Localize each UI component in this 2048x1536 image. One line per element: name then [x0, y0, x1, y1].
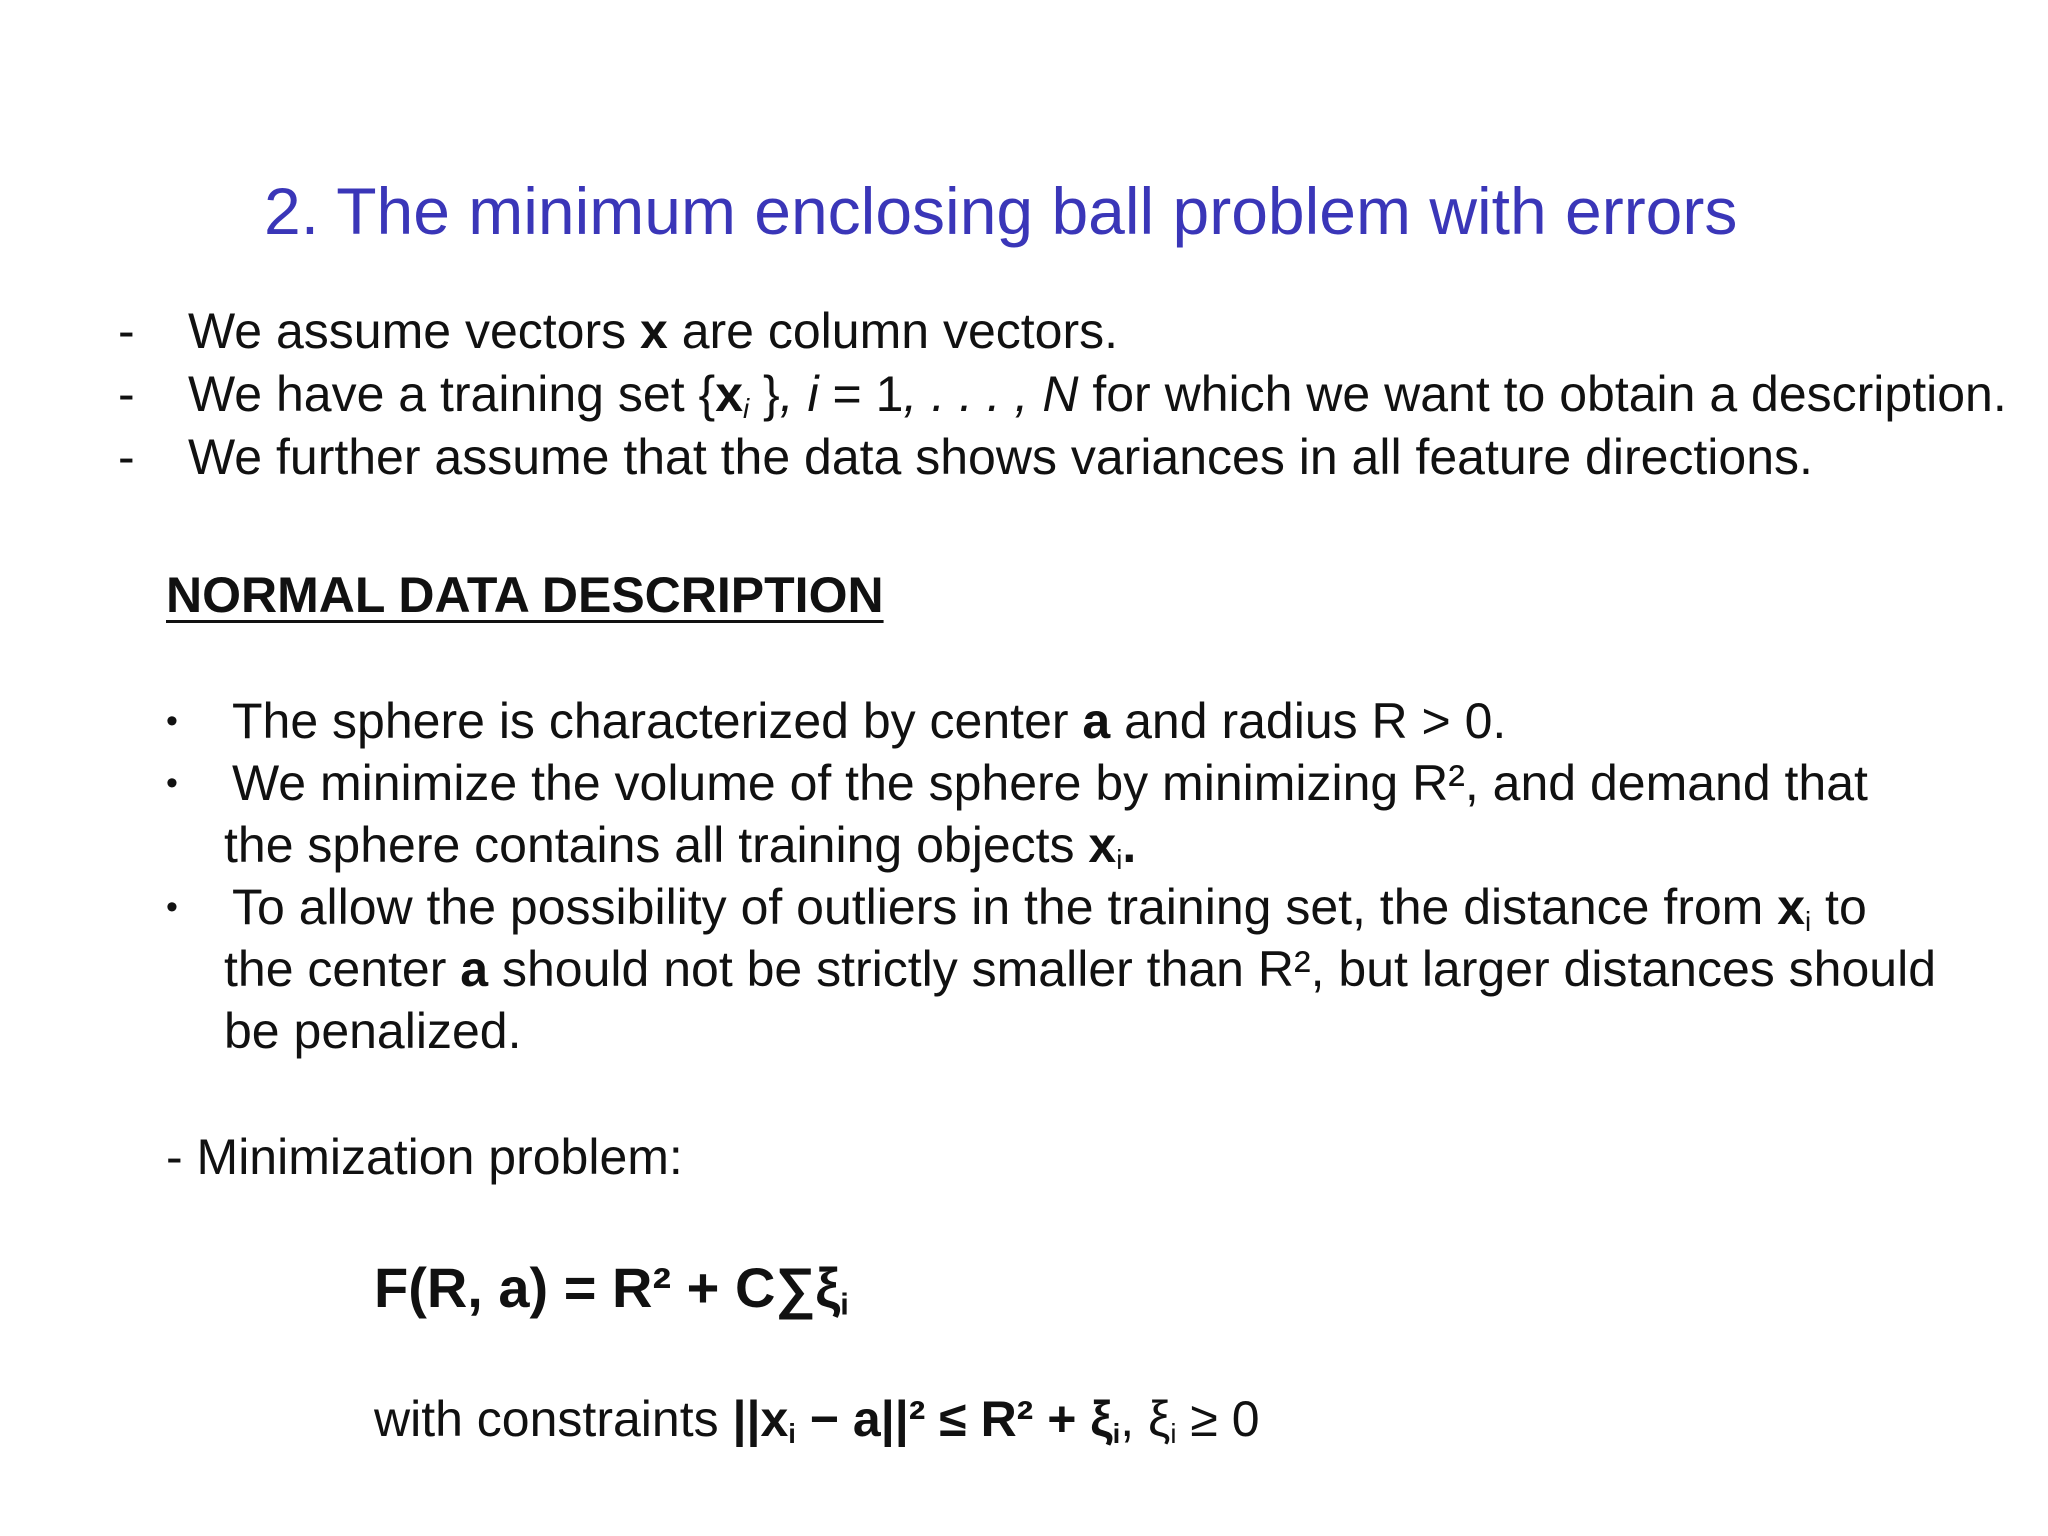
- line: The sphere is characterized by center a and radius R > 0.: [232, 693, 1507, 749]
- dash-marker: -: [118, 303, 135, 359]
- bullet-marker: •: [166, 702, 178, 740]
- bullet-item: [166, 752, 1936, 876]
- italic-text: , i: [779, 366, 819, 422]
- bold-symbol: x: [1777, 879, 1806, 935]
- subscript: i: [1116, 843, 1123, 875]
- bullet-marker: •: [166, 764, 178, 802]
- text: for which we want to obtain a description.: [1078, 366, 2007, 422]
- subscript: i: [1805, 905, 1812, 937]
- subscript: i: [1112, 1417, 1121, 1449]
- bold-symbol: x: [715, 366, 743, 422]
- line: the center a should not be strictly smaller than R², but larger distances should: [224, 941, 1937, 997]
- italic-text: , . . . , N: [903, 366, 1079, 422]
- bold-symbol: a: [460, 941, 489, 997]
- constraints-formula: with constraints $||x_i - a||^2 \le R^2 + \xi_i$, $\xi_i \ge 0$: [374, 1391, 1260, 1449]
- text: We have a training set {: [188, 366, 716, 422]
- bullet-list: [166, 690, 1936, 1062]
- objective-formula: F(R, $a) = R^2 + C\sum\xi_i$: [374, 1256, 849, 1322]
- line: We minimize the volume of the sphere by minimizing R², and demand that: [232, 755, 1868, 811]
- section-heading: NORMAL DATA DESCRIPTION: [166, 567, 884, 623]
- subscript: i: [743, 392, 750, 424]
- line: the sphere contains all training objects $x_i$.: [224, 817, 1137, 875]
- subscript: i: [788, 1417, 796, 1449]
- intro-list: [118, 300, 2007, 489]
- text: We further assume that the data shows variances in all feature directions.: [188, 429, 1813, 485]
- bullet-item: [166, 690, 1936, 752]
- text: We assume vectors: [188, 303, 641, 359]
- intro-item: [118, 300, 2007, 363]
- slide-title: 2. The minimum enclosing ball problem with errors: [264, 174, 1738, 248]
- text: = 1: [818, 366, 904, 422]
- line: To allow the possibility of outliers in the training set, the distance from $x_i$ to: [232, 879, 1867, 937]
- text: }: [749, 366, 780, 422]
- bold-symbol: x: [1088, 817, 1117, 873]
- line: be penalized.: [224, 1003, 522, 1059]
- intro-item: [118, 363, 2007, 426]
- bold-symbol: a: [1082, 693, 1111, 749]
- text: are column vectors.: [667, 303, 1118, 359]
- subscript: i: [840, 1286, 849, 1322]
- subscript: i: [1170, 1417, 1177, 1449]
- bold-symbol: x: [640, 303, 668, 359]
- dash-marker: -: [118, 366, 135, 422]
- bullet-marker: •: [166, 888, 178, 926]
- bullet-item: [166, 876, 1936, 1062]
- dash-marker: -: [118, 429, 135, 485]
- minimization-label: - Minimization problem:: [166, 1129, 683, 1185]
- intro-item: [118, 426, 2007, 489]
